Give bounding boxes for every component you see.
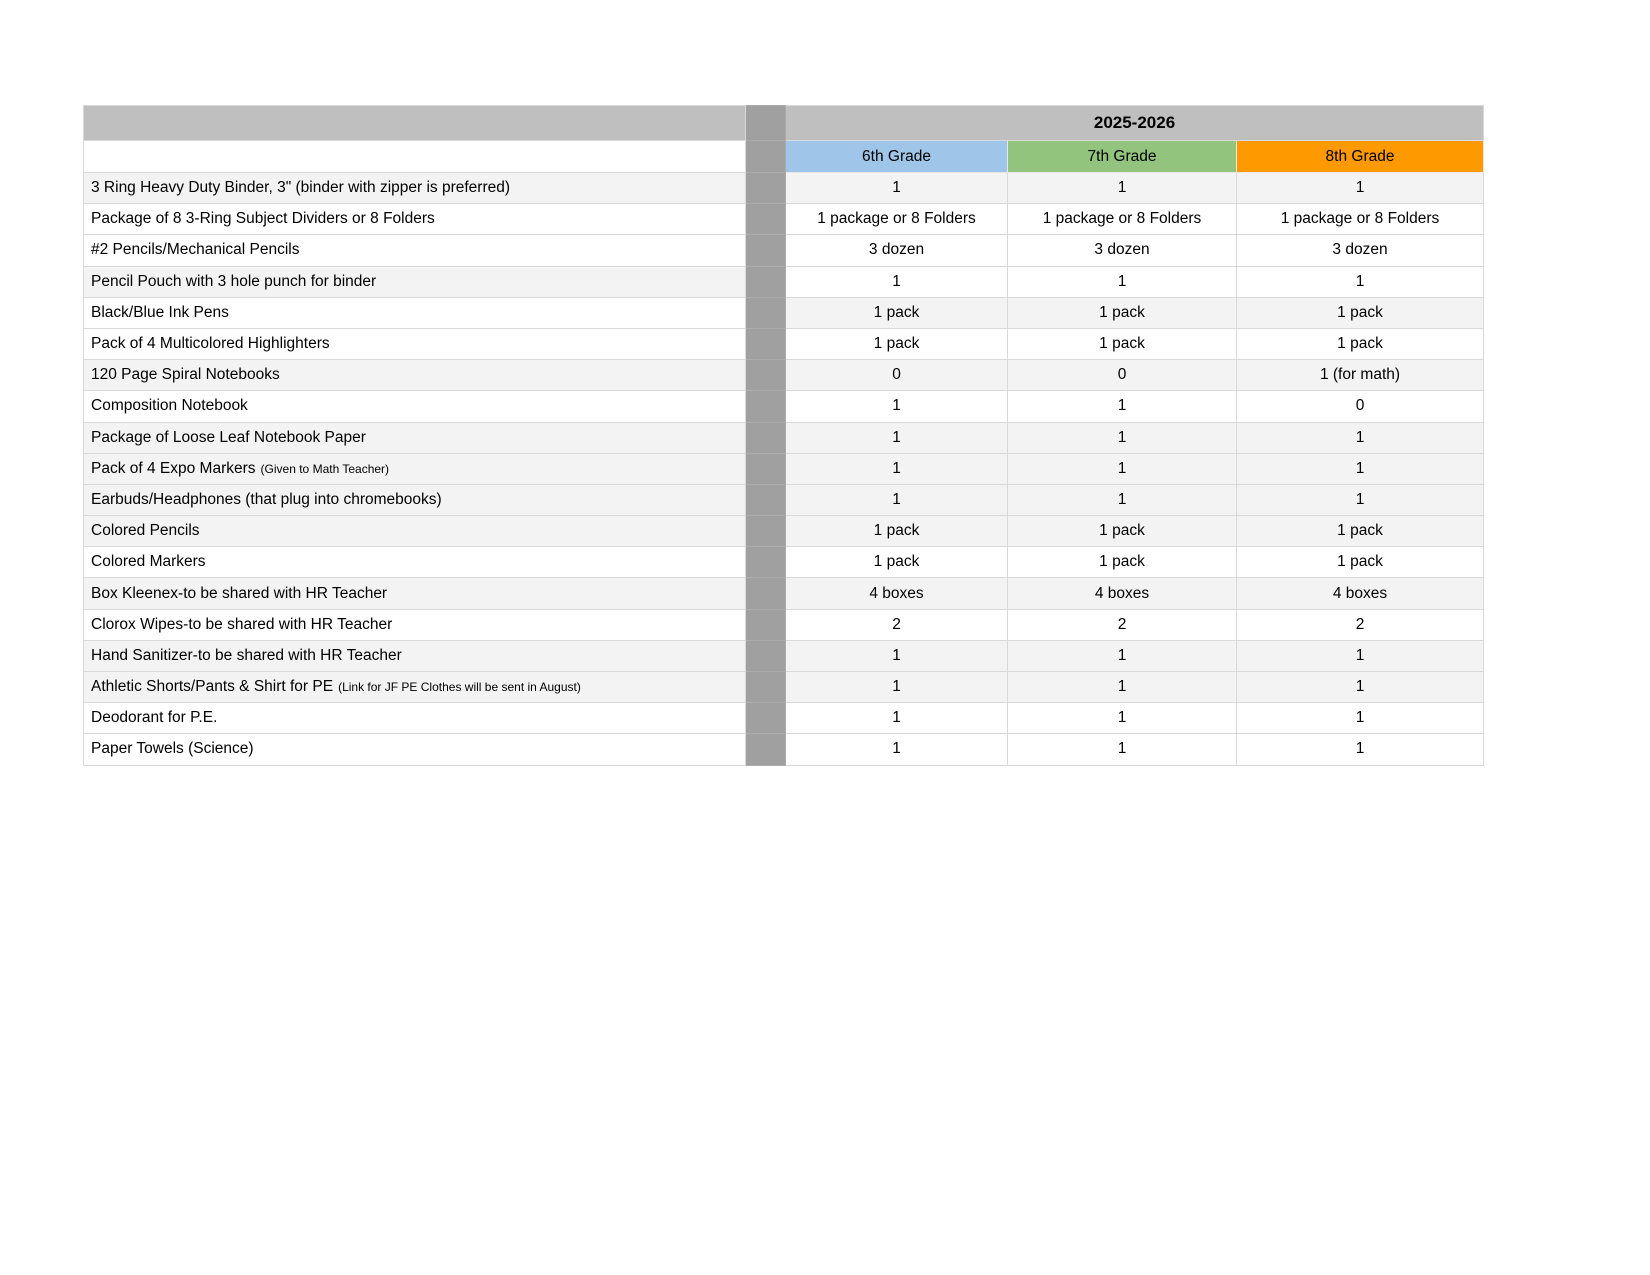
- separator-cell: [746, 106, 786, 141]
- qty-cell-6th: 1: [786, 734, 1008, 765]
- qty-cell-7th: 1: [1008, 734, 1237, 765]
- item-label: 3 Ring Heavy Duty Binder, 3" (binder with zipper is preferred): [91, 179, 511, 197]
- qty-cell-6th: 1: [786, 391, 1008, 422]
- table-row: [84, 391, 1484, 422]
- corner-cell: [84, 106, 746, 141]
- table-row: [84, 609, 1484, 640]
- qty-cell-7th: 1: [1008, 266, 1237, 297]
- qty-cell-8th: 3 dozen: [1237, 235, 1484, 266]
- qty-cell-7th: 1: [1008, 672, 1237, 703]
- qty-cell-7th: 1 pack: [1008, 547, 1237, 578]
- item-label: Paper Towels (Science): [91, 740, 254, 758]
- item-cell: [84, 484, 746, 515]
- item-label: Package of Loose Leaf Notebook Paper: [91, 428, 366, 446]
- qty-cell-6th: 1: [786, 422, 1008, 453]
- table-row: [84, 453, 1484, 484]
- item-cell: [84, 360, 746, 391]
- item-label: Package of 8 3-Ring Subject Dividers or 8 Folders: [91, 210, 435, 228]
- item-label: Deodorant for P.E.: [91, 709, 218, 727]
- qty-cell-8th: 1: [1237, 173, 1484, 204]
- qty-cell-7th: 1: [1008, 640, 1237, 671]
- separator-cell: [746, 297, 786, 328]
- separator-cell: [746, 173, 786, 204]
- item-label: Box Kleenex-to be shared with HR Teacher: [91, 584, 388, 602]
- item-label: Earbuds/Headphones (that plug into chromebooks): [91, 490, 442, 508]
- item-cell: [84, 391, 746, 422]
- qty-cell-8th: 1: [1237, 422, 1484, 453]
- supply-list-sheet: [83, 105, 1483, 766]
- separator-cell: [746, 453, 786, 484]
- item-cell: [84, 516, 746, 547]
- separator-cell: [746, 734, 786, 765]
- item-label: Colored Pencils: [91, 522, 200, 540]
- item-cell: [84, 266, 746, 297]
- item-label: Hand Sanitizer-to be shared with HR Teacher: [91, 646, 402, 664]
- item-cell: [84, 204, 746, 235]
- qty-cell-8th: 4 boxes: [1237, 578, 1484, 609]
- table-row: [84, 235, 1484, 266]
- item-label: Athletic Shorts/Pants & Shirt for PE: [91, 678, 334, 696]
- qty-cell-6th: 1: [786, 703, 1008, 734]
- item-label: Clorox Wipes-to be shared with HR Teacher: [91, 615, 393, 633]
- qty-cell-7th: 1: [1008, 422, 1237, 453]
- item-note: (Given to Math Teacher): [260, 461, 390, 476]
- separator-cell: [746, 484, 786, 515]
- item-label: Pack of 4 Multicolored Highlighters: [91, 335, 330, 353]
- table-row: [84, 672, 1484, 703]
- item-label: Pack of 4 Expo Markers: [91, 459, 256, 477]
- qty-cell-6th: 3 dozen: [786, 235, 1008, 266]
- qty-cell-8th: 1: [1237, 703, 1484, 734]
- qty-cell-8th: 1: [1237, 640, 1484, 671]
- qty-cell-8th: 1: [1237, 266, 1484, 297]
- separator-cell: [746, 516, 786, 547]
- separator-cell: [746, 547, 786, 578]
- table-row: [84, 516, 1484, 547]
- qty-cell-8th: 1: [1237, 453, 1484, 484]
- qty-cell-7th: 1: [1008, 453, 1237, 484]
- table-row: [84, 484, 1484, 515]
- item-cell: [84, 453, 746, 484]
- separator-cell: [746, 640, 786, 671]
- table-row: [84, 734, 1484, 765]
- qty-cell-8th: 2: [1237, 609, 1484, 640]
- qty-cell-8th: 1 package or 8 Folders: [1237, 204, 1484, 235]
- qty-cell-7th: 1: [1008, 484, 1237, 515]
- separator-cell: [746, 578, 786, 609]
- table-row: [84, 640, 1484, 671]
- separator-cell: [746, 266, 786, 297]
- grade-header-8th: 8th Grade: [1237, 141, 1484, 173]
- table-row: [84, 173, 1484, 204]
- table-row: [84, 578, 1484, 609]
- item-label: 120 Page Spiral Notebooks: [91, 366, 280, 384]
- qty-cell-8th: 1: [1237, 734, 1484, 765]
- qty-cell-7th: 3 dozen: [1008, 235, 1237, 266]
- qty-cell-7th: 1: [1008, 703, 1237, 734]
- qty-cell-6th: 1: [786, 266, 1008, 297]
- item-label: #2 Pencils/Mechanical Pencils: [91, 241, 300, 259]
- item-cell: [84, 173, 746, 204]
- qty-cell-7th: 1: [1008, 391, 1237, 422]
- item-label: Colored Markers: [91, 553, 206, 571]
- qty-cell-6th: 4 boxes: [786, 578, 1008, 609]
- qty-cell-8th: 1 pack: [1237, 516, 1484, 547]
- qty-cell-6th: 2: [786, 609, 1008, 640]
- item-cell: [84, 328, 746, 359]
- separator-cell: [746, 360, 786, 391]
- item-cell: [84, 547, 746, 578]
- qty-cell-7th: 1 pack: [1008, 297, 1237, 328]
- qty-cell-7th: 2: [1008, 609, 1237, 640]
- item-cell: [84, 578, 746, 609]
- item-cell: [84, 640, 746, 671]
- qty-cell-8th: 1: [1237, 672, 1484, 703]
- qty-cell-6th: 1 pack: [786, 516, 1008, 547]
- item-note: (Link for JF PE Clothes will be sent in August): [338, 680, 581, 695]
- item-cell: [84, 703, 746, 734]
- qty-cell-7th: 1 pack: [1008, 516, 1237, 547]
- table-row: [84, 360, 1484, 391]
- qty-cell-6th: 0: [786, 360, 1008, 391]
- grade-header-6th: 6th Grade: [786, 141, 1008, 173]
- item-label: Composition Notebook: [91, 397, 248, 415]
- item-cell: [84, 297, 746, 328]
- separator-cell: [746, 703, 786, 734]
- supply-rows: [84, 173, 1484, 766]
- item-label: Black/Blue Ink Pens: [91, 303, 229, 321]
- qty-cell-6th: 1 package or 8 Folders: [786, 204, 1008, 235]
- qty-cell-6th: 1 pack: [786, 297, 1008, 328]
- qty-cell-7th: 1 pack: [1008, 328, 1237, 359]
- qty-cell-6th: 1: [786, 640, 1008, 671]
- separator-cell: [746, 328, 786, 359]
- separator-cell: [746, 391, 786, 422]
- separator-cell: [746, 609, 786, 640]
- qty-cell-7th: 0: [1008, 360, 1237, 391]
- qty-cell-8th: 0: [1237, 391, 1484, 422]
- blank-cell: [84, 141, 746, 173]
- qty-cell-6th: 1: [786, 173, 1008, 204]
- year-header-row: [84, 106, 1484, 141]
- qty-cell-6th: 1 pack: [786, 328, 1008, 359]
- qty-cell-6th: 1: [786, 453, 1008, 484]
- item-cell: [84, 734, 746, 765]
- grade-header-7th: 7th Grade: [1008, 141, 1237, 173]
- qty-cell-7th: 1 package or 8 Folders: [1008, 204, 1237, 235]
- qty-cell-8th: 1 pack: [1237, 297, 1484, 328]
- table-row: [84, 204, 1484, 235]
- item-cell: [84, 609, 746, 640]
- separator-cell: [746, 672, 786, 703]
- grade-header-row: [84, 141, 1484, 173]
- qty-cell-8th: 1 pack: [1237, 328, 1484, 359]
- separator-cell: [746, 141, 786, 173]
- table-row: [84, 266, 1484, 297]
- qty-cell-6th: 1 pack: [786, 547, 1008, 578]
- qty-cell-8th: 1 (for math): [1237, 360, 1484, 391]
- qty-cell-6th: 1: [786, 484, 1008, 515]
- separator-cell: [746, 204, 786, 235]
- qty-cell-6th: 1: [786, 672, 1008, 703]
- qty-cell-8th: 1 pack: [1237, 547, 1484, 578]
- table-row: [84, 422, 1484, 453]
- item-cell: [84, 235, 746, 266]
- qty-cell-8th: 1: [1237, 484, 1484, 515]
- table-row: [84, 703, 1484, 734]
- qty-cell-7th: 1: [1008, 173, 1237, 204]
- table-row: [84, 328, 1484, 359]
- separator-cell: [746, 422, 786, 453]
- separator-cell: [746, 235, 786, 266]
- table-row: [84, 547, 1484, 578]
- item-cell: [84, 422, 746, 453]
- item-cell: [84, 672, 746, 703]
- table-row: [84, 297, 1484, 328]
- qty-cell-7th: 4 boxes: [1008, 578, 1237, 609]
- supply-table: [83, 105, 1484, 766]
- item-label: Pencil Pouch with 3 hole punch for binder: [91, 272, 377, 290]
- year-label: 2025-2026: [786, 106, 1484, 141]
